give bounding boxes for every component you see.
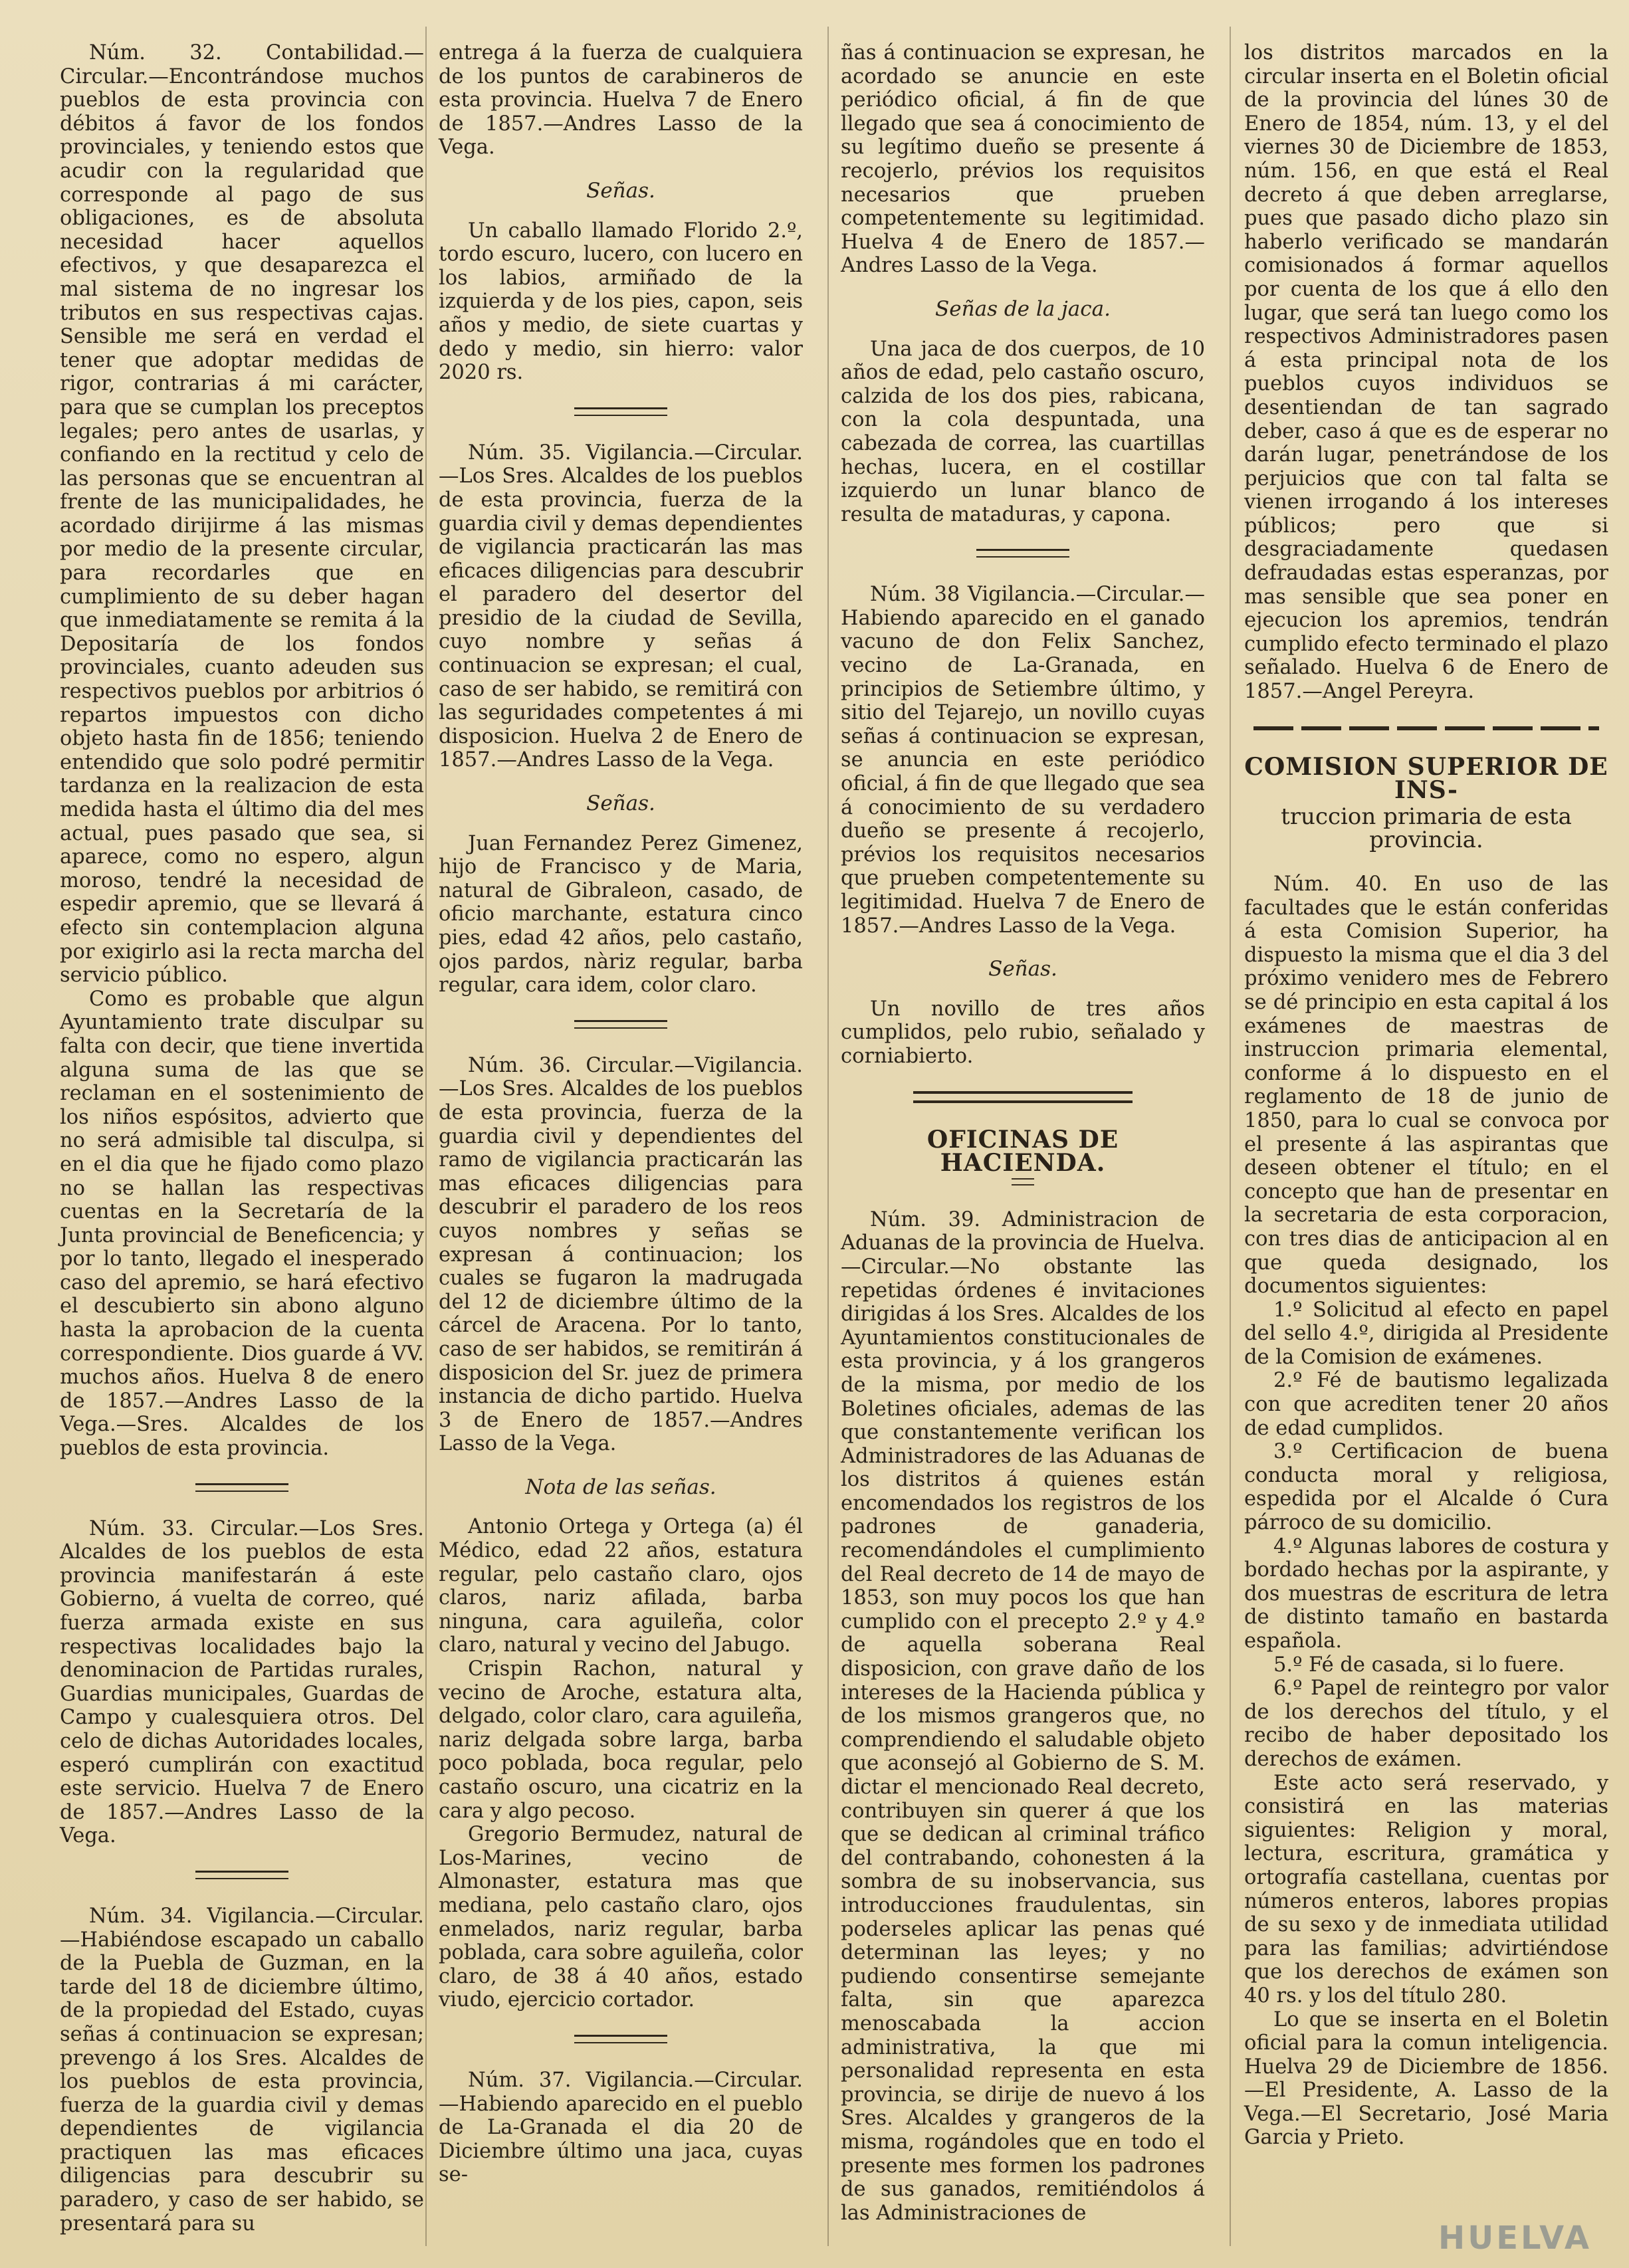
column-divider (425, 27, 427, 2246)
library-stamp: HUELVA (1438, 2219, 1592, 2257)
section-heading-hacienda: OFICINAS DE HACIENDA. (926, 1125, 1119, 1178)
article-35: Núm. 35. Vigilancia.—Circular.—Los Sres. Alcaldes de los pueblos de esta provincia, fuerza de la guardia civil y demas dependientes de vigilancia practicarán las mas eficaces diligencias para descubrir el paradero del desertor del presidio de la ciudad de Sevilla, cuyo nombre y señas á continuacion se expresan; el cual, caso de ser habido, se remitirá con las seguridades competentes á mi disposicion. Huelva 2 de Enero de 1857.—Andres Lasso de la Vega. (439, 441, 803, 772)
separator-rule (574, 2035, 667, 2043)
separator-rule (574, 407, 667, 416)
fugitive-ortega: Antonio Ortega y Ortega (a) él Médico, edad 22 años, estatura regular, pelo castaño claro, ojos claros, nariz afilada, barba ninguna, cara aguileña, color claro, natural y vecino del Jabugo. (439, 1515, 803, 1657)
article-37: Núm. 37. Vigilancia.—Circular.—Habiendo aparecido en el pueblo de La-Granada el dia 20 de Diciembre último una jaca, cuyas se- (439, 2068, 803, 2187)
article-32: Núm. 32. Contabilidad.—Circular.—Encontrándose muchos pueblos de esta provincia con débitos á favor de los fondos provinciales, y teniendo estos que acudir con la regularidad que corresponde al pago de sus obligaciones, es de absoluta necesidad hacer aquellos efectivos, y que desaparezca el mal sistema de no ingresar los tributos en sus respectivas cajas. Sensible me será en verdad el tener que adoptar medidas de rigor, contrarias á mi carácter, para que se cumplan los preceptos legales; pero antes de usarlas, y confiando en la rectitud y celo de las personas que se encuentran al frente de las municipalidades, he acordado dirijirme á las mismas por medio de la presente circular, para recordarles que en cumplimiento de su deber hagan que inmediatamente se remita á la Depositaría de los fondos provinciales, cuanto adeuden sus respectivos pueblos por arbitrios ó repartos impuestos con dicho objeto hasta fin de 1856; teniendo entendido que solo podré permitir tardanza en la realizacion de esta medida hasta el último dia del mes actual, pues pasado que sea, si aparece, como no espero, algun moroso, tendré la necesidad de espedir apremio, que se llevará á efecto sin contemplacion alguna por exigirlo asi la recta marcha del servicio público. (60, 41, 424, 987)
requirement-6: 6.º Papel de reintegro por valor de los derechos del título, y el recibo de haber depositado los derechos de exámen. (1244, 1677, 1608, 1771)
article-37-continued: ñas á continuacion se expresan, he acordado se anuncie en este periódico oficial, á fin de que llegado que sea á conocimiento de su legítimo dueño se presente á recojerlo, prévios los requisitos necesarios que prueben competentemente su legitimidad. Huelva 4 de Enero de 1857.—Andres Lasso de la Vega. (841, 41, 1205, 278)
section-rule (1253, 726, 1599, 730)
column-3 (841, 41, 1205, 2225)
nota-senas-heading: Nota de las señas. (525, 1475, 716, 1499)
article-38: Núm. 38 Vigilancia.—Circular.—Habiendo aparecido en el ganado vacuno de don Felix Sanchez, vecino de La-Granada, en principios de Setiembre último, y sitio del Tejarejo, un novillo cuyas señas á continuacion se expresan, se anuncia en este periódico oficial, á fin de que llegado que sea á conocimiento de su verdadero dueño se presente á recojerlo, prévios los requisitos necesarios que prueben competentemente su legitimidad. Huelva 7 de Enero de 1857.—Andres Lasso de la Vega. (841, 583, 1205, 938)
senas-jaca-heading: Señas de la jaca. (935, 296, 1111, 321)
senas-heading: Señas. (988, 957, 1057, 981)
article-36: Núm. 36. Circular.—Vigilancia.—Los Sres. Alcaldes de los pueblos de esta provincia, fuerza de la guardia civil y dependientes del ramo de vigilancia practicarán las mas eficaces diligencias para descubrir el paradero de los reos cuyos nombres y señas se expresan á continuacion; los cuales se fugaron la madrugada del 12 de diciembre último de la cárcel de Aracena. Por lo tanto, caso de ser habidos, se remitirán á disposicion del Sr. juez de primera instancia de dicho partido. Huelva 3 de Enero de 1857.—Andres Lasso de la Vega. (439, 1053, 803, 1456)
requirement-3: 3.º Certificacion de buena conducta moral y religiosa, espedida por el Alcalde ó Cura párroco de su domicilio. (1244, 1440, 1608, 1535)
article-40: Núm. 40. En uso de las facultades que le están conferidas á esta Comision Superior, ha dispuesto la misma que el dia 3 del próximo venidero mes de Febrero se dé principio en esta capital á los exámenes de maestras de instruccion primaria elemental, conforme á lo dispuesto en el reglamento de 18 de junio de 1850, para lo cual se convoca por el presente á las aspirantas que deseen obtener el título; en el concepto que han de presentar en la secretaria de esta corporacion, con tres dias de anticipacion al en que queda designado, los documentos siguientes: (1244, 873, 1608, 1298)
requirement-4: 4.º Algunas labores de costura y bordado hechas por la aspirante, y dos muestras de escritura de letra de distinto tamaño en bastarda española. (1244, 1534, 1608, 1653)
article-34: Núm. 34. Vigilancia.—Circular.—Habiéndose escapado un caballo de la Puebla de Guzman, en la tarde del 18 de diciembre último, de la propiedad del Estado, cuyas señas á continuacion se expresan; prevengo á los Sres. Alcaldes de los pueblos de esta provincia, fuerza de la guardia civil y demas dependientes de vigilancia practiquen las mas eficaces diligencias para descubrir su paradero, y caso de ser habido, se presentará para su (60, 1904, 424, 2235)
section-heading-comision: COMISION SUPERIOR DE INS- (1244, 752, 1608, 805)
column-divider (827, 27, 829, 2246)
article-39: Núm. 39. Administracion de Aduanas de la provincia de Huelva.—Circular.—No obstante las repetidas órdenes é invitaciones dirigidas á los Sres. Alcaldes de los Ayuntamientos constitucionales de esta provincia, y á los grangeros de la misma, por medio de los Boletines oficiales, ademas de las que constantemente verifican los Administradores de las Aduanas de los distritos á quienes están encomendados los registros de los padrones de ganaderia, recomendándoles el cumplimiento del Real decreto de 14 de mayo de 1853, son muy pocos los que han cumplido con el precepto 2.º y 4.º de aquella soberana Real disposicion, con grave daño de los intereses de la Hacienda pública y de los mismos grangeros que, no comprendiendo el saludable objeto que aconsejó al Gobierno de S. M. dictar el mencionado Real decreto, contribuyen sin querer á que los que se dedican al criminal tráfico del contrabando, cohonesten á la sombra de su inobservancia, sus introducciones fraudulentas, sin poderseles aplicar las penas qué determinan las leyes; y no pudiendo consentirse semejante falta, sin que aparezca menoscabada la accion administrativa, la que mi personalidad representa en esta provincia, se dirije de nuevo á los Sres. Alcaldes y grangeros de la misma, rogándoles que en todo el presente mes formen los padrones de sus ganados, remitiéndolos á las Administraciones de (841, 1207, 1205, 2225)
separator-rule (195, 1871, 288, 1879)
deserter-description: Juan Fernandez Perez Gimenez, hijo de Francisco y de Maria, natural de Gibraleon, casado, de oficio marchante, estatura cinco pies, edad 42 años, pelo castaño, ojos pardos, nàriz regular, barba regular, cara idem, color claro. (439, 831, 803, 997)
section-rule (913, 1091, 1133, 1103)
article-39-continued: los distritos marcados en la circular inserta en el Boletin oficial de la provincia del lúnes 30 de Enero de 1854, núm. 13, y el del viernes 30 de Diciembre de 1853, núm. 156, en que está el Real decreto á que deben arreglarse, pues que pasado dicho plazo sin haberlo verificado se mandarán comisionados á formar aquellos por cuenta de los que á ello den lugar, que será tan luego como los respectivos Administradores pasen á esta principal nota de los pueblos cuyos individuos se desentiendan de tan sagrado deber, caso á que es de esperar no darán lugar, penetrándose de los perjuicios que con tal falta se vienen irrogando á los intereses públicos; pero que si desgraciadamente quedasen defraudadas estas esperanzas, por mas sensible que sea poner en ejecucion los apremios, tendrán cumplido efecto terminado el plazo señalado. Huelva 6 de Enero de 1857.—Angel Pereyra. (1244, 41, 1608, 704)
requirement-5: 5.º Fé de casada, si lo fuere. (1273, 1653, 1565, 1677)
article-33: Núm. 33. Circular.—Los Sres. Alcaldes de los pueblos de esta provincia manifestarán á este Gobierno, á vuelta de correo, qué fuerza armada existe en sus respectivas localidades bajo la denominacion de Partidas rurales, Guardias municipales, Guardas de Campo y cualesquiera otros. Del celo de dichas Autoridades locales, esperó cumplirán con exactitud este servicio. Huelva 7 de Enero de 1857.—Andres Lasso de la Vega. (60, 1516, 424, 1848)
closing-signature: Lo que se inserta en el Boletin oficial para la comun inteligencia. Huelva 29 de Diciembre de 1856. —El Presidente, A. Lasso de la Vega.—El Secretario, José Maria Garcia y Prieto. (1244, 2008, 1608, 2150)
fugitive-rachon: Crispin Rachon, natural y vecino de Aroche, estatura alta, delgado, color claro, cara aguileña, nariz delgada sobre larga, barba poco poblada, boca regular, pelo castaño oscuro, una cicatriz en la cara y algo pecoso. (439, 1657, 803, 1823)
separator-rule (574, 1020, 667, 1029)
jaca-description: Una jaca de dos cuerpos, de 10 años de edad, pelo castaño oscuro, calzida de los dos pies, rabicana, con la cola despuntada, una cabezada de correa, las cuartillas hechas, lucera, en el costillar izquierdo un lunar blanco de resulta de mataduras, y capona. (841, 337, 1205, 526)
novillo-description: Un novillo de tres años cumplidos, pelo rubio, señalado y corniabierto. (841, 997, 1205, 1068)
section-subheading: truccion primaria de esta provincia. (1281, 803, 1572, 854)
requirement-1: 1.º Solicitud al efecto en papel del sello 4.º, dirigida al Presidente de la Comision de exámenes. (1244, 1298, 1608, 1369)
column-4 (1244, 41, 1608, 2150)
exam-subjects: Este acto será reservado, y consistirá en las materias siguientes: Religion y moral, lectura, escritura, gramática y ortografía castellana, cuentas por números enteros, labores propias de su sexo y de inmediata utilidad para las familias; advirtiéndose que los derechos de exámen son 40 rs. y los del título 280. (1244, 1771, 1608, 2008)
column-divider (1230, 27, 1231, 2246)
column-1 (60, 41, 424, 2235)
column-2 (439, 41, 803, 2187)
separator-rule (976, 549, 1069, 558)
horse-description: Un caballo llamado Florido 2.º, tordo escuro, lucero, con lucero en los labios, armiñado de la izquierda y de los pies, capon, seis años y medio, de siete cuartas y dedo y medio, sin hierro: valor 2020 rs. (439, 219, 803, 385)
separator-rule (195, 1483, 288, 1492)
heading-ornament (1012, 1178, 1034, 1186)
article-32-continued: Como es probable que algun Ayuntamiento trate disculpar su falta con decir, que tiene invertida alguna suma de las que se reclaman en el sostenimiento de los niños espósitos, advierto que no será admisible tal disculpa, si en el dia que he fijado como plazo no se hallan las respectivas cuentas en la Secretaría de la Junta provincial de Beneficencia; y por lo tanto, llegado el inesperado caso del apremio, se hará efectivo el descubierto sin abono alguno hasta la aprobacion de la cuenta correspondiente. Dios guarde á VV. muchos años. Huelva 8 de enero de 1857.—Andres Lasso de la Vega.—Sres. Alcaldes de los pueblos de esta provincia. (60, 987, 424, 1461)
senas-heading: Señas. (586, 791, 655, 816)
article-34-continued: entrega á la fuerza de cualquiera de los puntos de carabineros de esta provincia. Huelva 7 de Enero de 1857.—Andres Lasso de la Vega. (439, 41, 803, 159)
requirement-2: 2.º Fé de bautismo legalizada con que acrediten tener 20 años de edad cumplidos. (1244, 1369, 1608, 1440)
fugitive-bermudez: Gregorio Bermudez, natural de Los-Marines, vecino de Almonaster, estatura mas que mediana, pelo castaño claro, ojos enmelados, nariz regular, barba poblada, cara sobre aguileña, color claro, de 38 á 40 años, estado viudo, ejercicio cortador. (439, 1823, 803, 2012)
senas-heading: Señas. (586, 178, 655, 203)
